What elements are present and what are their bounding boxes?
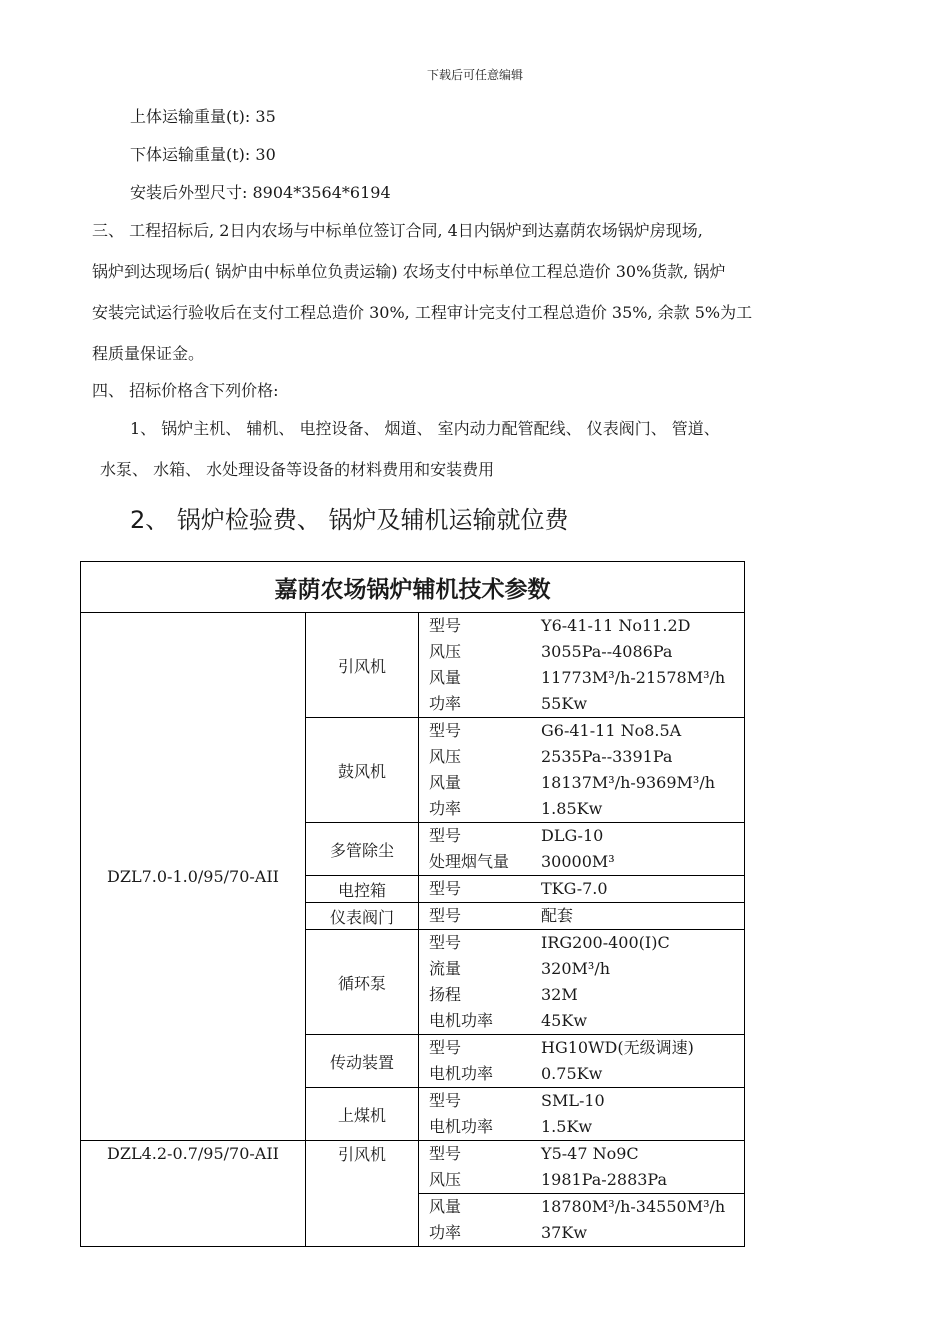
param-value: 18780M³/h-34550M³/h (541, 1197, 726, 1216)
param-value: 11773M³/h-21578M³/h (541, 668, 726, 687)
param-cell (419, 903, 745, 930)
param-name: 风压 (429, 1170, 462, 1189)
param-cell (419, 1088, 745, 1141)
param-name: 型号 (429, 879, 462, 898)
equipment-name: 引风机 (306, 1141, 419, 1247)
param-name: 型号 (429, 1038, 462, 1057)
param-value: 1.5Kw (541, 1117, 593, 1136)
text-line-dimensions: 安装后外型尺寸: 8904*3564*6194 (130, 183, 391, 202)
param-cell (419, 930, 745, 1035)
table-row (81, 1141, 745, 1194)
text-line-section-4: 四、 招标价格含下列价格: (92, 381, 279, 400)
equipment-name: 电控箱 (306, 876, 419, 903)
param-name: 型号 (429, 721, 462, 740)
param-value: 32M (541, 985, 578, 1004)
text-line-upper-weight: 上体运输重量(t): 35 (130, 107, 276, 126)
equipment-name: 循环泵 (306, 930, 419, 1035)
param-name: 功率 (429, 694, 462, 713)
param-cell (419, 613, 745, 718)
param-value: G6-41-11 No8.5A (541, 721, 682, 740)
param-name: 型号 (429, 933, 462, 952)
param-cell (419, 876, 745, 903)
param-name: 型号 (429, 906, 462, 925)
param-cell (419, 1035, 745, 1088)
equipment-name: 传动装置 (306, 1035, 419, 1088)
spec-table (80, 561, 745, 1247)
param-name: 风压 (429, 747, 462, 766)
param-name: 型号 (429, 1091, 462, 1110)
param-value: 2535Pa--3391Pa (541, 747, 673, 766)
text-line-section-3: 三、 工程招标后, 2日内农场与中标单位签订合同, 4日内锅炉到达嘉荫农场锅炉房现场, (92, 221, 703, 240)
param-value: IRG200-400(I)C (541, 933, 670, 952)
text-line-section-3-cont1: 锅炉到达现场后( 锅炉由中标单位负责运输) 农场支付中标单位工程总造价 30%货款, 锅炉 (92, 262, 726, 281)
param-name: 扬程 (429, 985, 462, 1004)
param-name: 风量 (429, 1197, 462, 1216)
param-value: Y5-47 No9C (541, 1144, 639, 1163)
param-cell (419, 1141, 745, 1194)
param-name: 型号 (429, 616, 462, 635)
param-value: DLG-10 (541, 826, 604, 845)
param-value: HG10WD(无级调速) (541, 1038, 694, 1057)
table-title: 嘉荫农场锅炉辅机技术参数 (81, 562, 745, 613)
param-value: 3055Pa--4086Pa (541, 642, 673, 661)
param-value: 45Kw (541, 1011, 588, 1030)
param-name: 功率 (429, 1223, 462, 1242)
param-cell (419, 1194, 745, 1247)
table-row (81, 613, 745, 718)
param-name: 功率 (429, 799, 462, 818)
param-value: 1981Pa-2883Pa (541, 1170, 668, 1189)
param-value: Y6-41-11 No11.2D (541, 616, 691, 635)
param-name: 风量 (429, 668, 462, 687)
param-name: 风量 (429, 773, 462, 792)
page-header: 下载后可任意编辑 (426, 68, 523, 82)
param-value: 1.85Kw (541, 799, 603, 818)
param-name: 处理烟气量 (429, 852, 510, 871)
param-value: 0.75Kw (541, 1064, 603, 1083)
param-value: 320M³/h (541, 959, 611, 978)
boiler-model-cell: DZL4.2-0.7/95/70-AII (81, 1141, 306, 1247)
equipment-name: 鼓风机 (306, 718, 419, 823)
param-name: 流量 (429, 959, 462, 978)
text-line-item-1: 1、 锅炉主机、 辅机、 电控设备、 烟道、 室内动力配管配线、 仪表阀门、 管道、 (130, 419, 720, 438)
param-value: 配套 (541, 906, 574, 925)
text-line-lower-weight: 下体运输重量(t): 30 (130, 145, 276, 164)
boiler-model-cell: DZL7.0-1.0/95/70-AII (81, 613, 306, 1141)
param-name: 电机功率 (429, 1064, 494, 1083)
text-line-section-3-cont3: 程质量保证金。 (92, 344, 205, 363)
equipment-name: 引风机 (306, 613, 419, 718)
text-line-item-1-cont: 水泵、 水箱、 水处理设备等设备的材料费用和安装费用 (100, 460, 495, 479)
param-name: 电机功率 (429, 1117, 494, 1136)
equipment-name: 上煤机 (306, 1088, 419, 1141)
equipment-name: 仪表阀门 (306, 903, 419, 930)
text-line-item-2: 2、 锅炉检验费、 锅炉及辅机运输就位费 (130, 506, 569, 534)
param-value: 55Kw (541, 694, 588, 713)
param-name: 电机功率 (429, 1011, 494, 1030)
param-name: 型号 (429, 826, 462, 845)
param-value: TKG-7.0 (541, 879, 608, 898)
param-cell (419, 823, 745, 876)
equipment-name: 多管除尘 (306, 823, 419, 876)
param-value: SML-10 (541, 1091, 605, 1110)
text-line-section-3-cont2: 安装完试运行验收后在支付工程总造价 30%, 工程审计完支付工程总造价 35%, 余款 5%为工 (92, 303, 753, 322)
param-name: 型号 (429, 1144, 462, 1163)
param-value: 30000M³ (541, 852, 615, 871)
param-name: 风压 (429, 642, 462, 661)
param-value: 37Kw (541, 1223, 588, 1242)
param-value: 18137M³/h-9369M³/h (541, 773, 716, 792)
param-cell (419, 718, 745, 823)
